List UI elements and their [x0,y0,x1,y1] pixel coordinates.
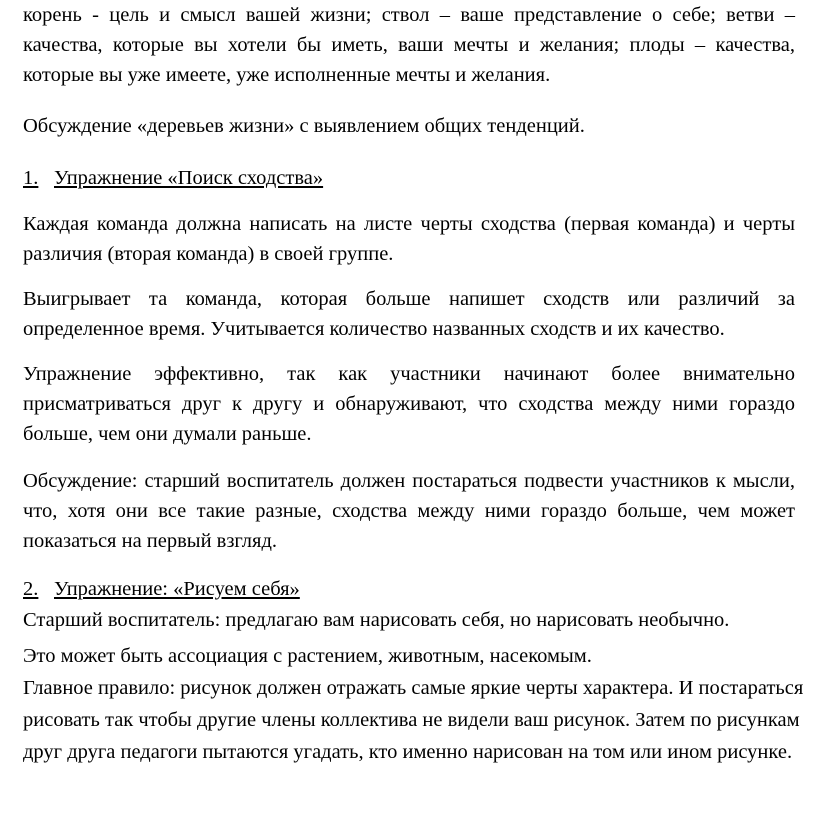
section1-heading [23,163,795,193]
section2-title: Упражнение: «Рисуем себя» [54,578,300,600]
section1-paragraph-4: Обсуждение: старший воспитатель должен постараться подвести участников к мысли, что, хотя они все такие разные, сходства между ними гораздо больше, чем может показаться на первый взгляд. [23,470,795,552]
section1-number: 1. [23,167,39,189]
section1-title: Упражнение «Поиск сходства» [54,167,324,189]
section2-number: 2. [23,578,39,600]
section2-line-1: Старший воспитатель: предлагаю вам нарисовать себя, но нарисовать необычно. [23,609,730,631]
document-page [23,0,816,816]
section2-line-2: Это может быть ассоциация с растением, животным, насекомым. [23,645,592,667]
section2-heading [23,574,795,604]
section1-paragraph-2: Выигрывает та команда, которая больше напишет сходств или различий за определенное время. Учитывается количество названных сходств и их качество. [23,288,795,340]
section1-paragraph-3: Упражнение эффективно, так как участники начинают более внимательно присматриваться друг к другу и обнаруживают, что сходства между ними гораздо больше, чем они думали раньше. [23,363,795,445]
intro-paragraph: корень - цель и смысл вашей жизни; ствол – ваше представление о себе; ветви – качества, которые вы хотели бы иметь, ваши мечты и желания; плоды – качества, которые вы уже имеете, уже исполненные мечты и желания. [23,4,795,86]
discussion-trees-paragraph: Обсуждение «деревьев жизни» с выявлением общих тенденций. [23,115,585,137]
section2-line-3: Главное правило: рисунок должен отражать самые яркие черты характера. И постараться рисовать так чтобы другие члены коллектива не видели ваш рисунок. Затем по рисункам друг друга педагоги пытаются угадать, кто именно нарисован на том или ином рисунке. [23,677,804,763]
section1-paragraph-1: Каждая команда должна написать на листе черты сходства (первая команда) и черты различия (вторая команда) в своей группе. [23,213,795,265]
